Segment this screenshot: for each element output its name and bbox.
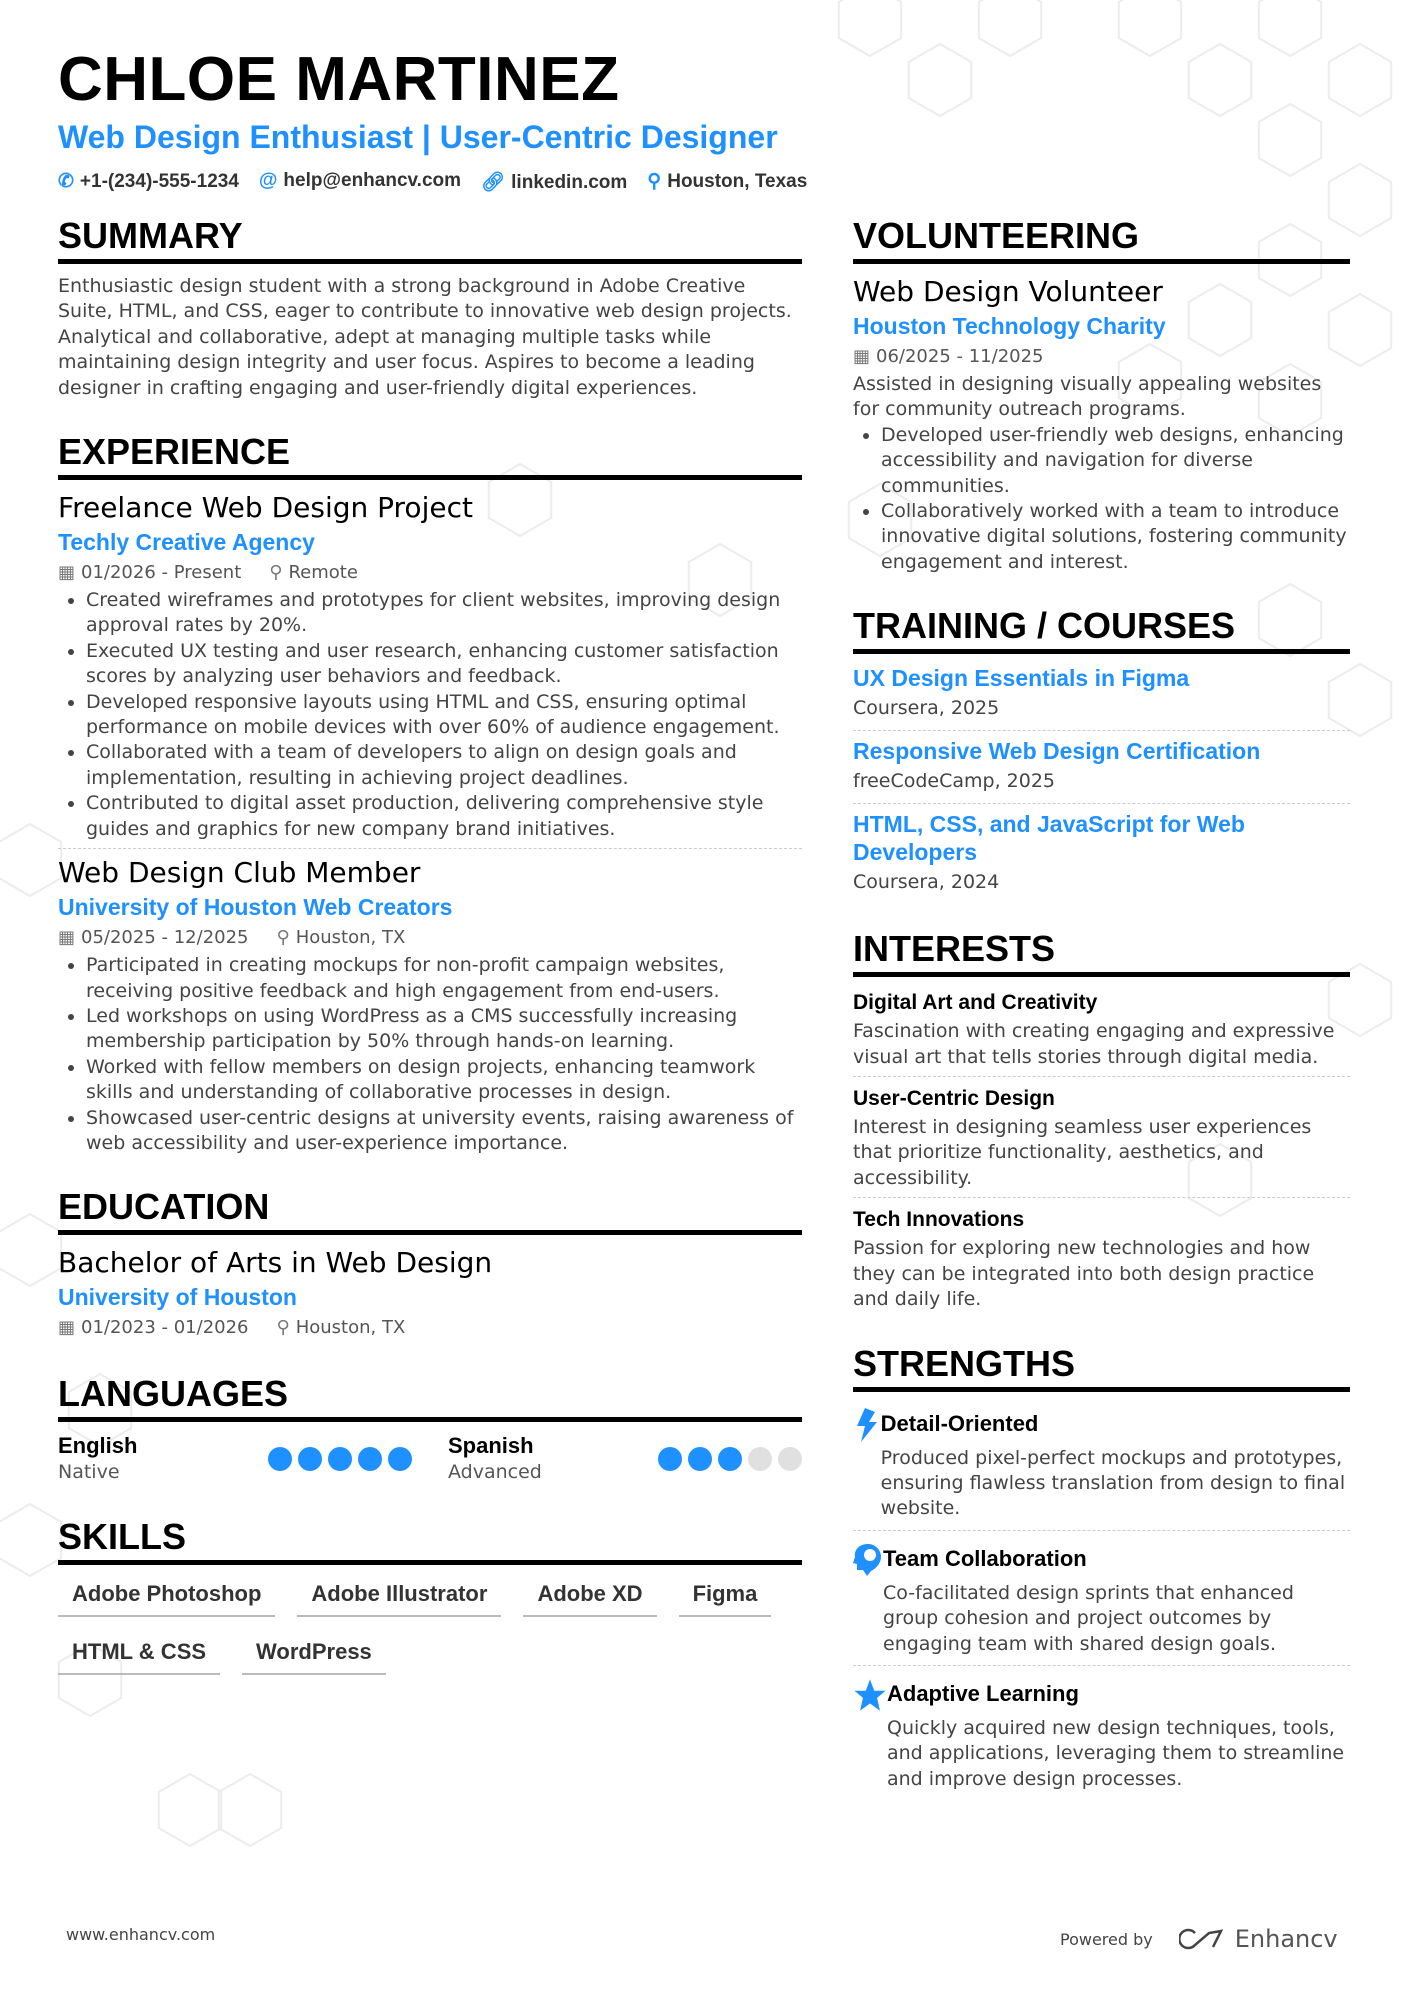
contact-location: [647, 170, 807, 194]
interest-item: [853, 1083, 1350, 1198]
location-text: Houston, TX: [295, 927, 406, 949]
hexagon-shape: [219, 1774, 281, 1846]
hexagon-shape: [979, 0, 1041, 56]
language-rating: [268, 1432, 412, 1486]
strength-title: Adaptive Learning: [887, 1680, 1079, 1706]
interest-text: Interest in designing seamless user experiences that prioritize functionality, aesthetics, and accessibility.: [853, 1116, 1312, 1189]
calendar-icon: ▦: [58, 562, 76, 584]
language-item: [448, 1432, 802, 1486]
job-title: Web Design Club Member: [58, 856, 421, 890]
location-pin-icon: ⚲: [276, 1317, 290, 1339]
section-heading: INTERESTS: [853, 928, 1350, 977]
course-title: HTML, CSS, and JavaScript for Web Developers: [853, 811, 1245, 866]
location-pin-icon: ⚲: [269, 562, 283, 584]
language-level: Native: [58, 1461, 120, 1484]
strength-text: Produced pixel-perfect mockups and prototypes, ensuring flawless translation from design to final website.: [880, 1446, 1346, 1520]
bullet-item: • Developed user-friendly web designs, enhancing accessibility and navigation for diverse communities.: [881, 423, 1350, 499]
edu-location: [277, 1313, 406, 1343]
skill-tag: WordPress: [242, 1633, 386, 1675]
edu-dates: [58, 1313, 249, 1343]
rating-dot: [658, 1447, 682, 1471]
interest-item: [853, 1204, 1350, 1312]
interest-text: Passion for exploring new technologies and how they can be integrated into both design practice and daily life.: [853, 1237, 1315, 1311]
bullet-list: [853, 423, 1350, 575]
rating-dot: [298, 1447, 322, 1471]
skill-tag: HTML & CSS: [58, 1633, 220, 1675]
rating-dot: [748, 1447, 772, 1471]
calendar-icon: ▦: [853, 346, 871, 367]
footer-powered: [1060, 1925, 1338, 1953]
job-entry: [58, 490, 802, 849]
contact-phone: [58, 170, 239, 194]
section-heading: EDUCATION: [58, 1186, 802, 1235]
language-level: Advanced: [448, 1461, 542, 1484]
strength-item: [853, 1672, 1350, 1800]
location-pin-icon: ⚲: [647, 171, 662, 192]
enhancv-logo-icon: [1179, 1927, 1225, 1951]
head-icon: [853, 1543, 883, 1657]
strength-title: Team Collaboration: [883, 1545, 1087, 1571]
education-section: [58, 1186, 802, 1343]
strength-item: [853, 1402, 1350, 1531]
interest-item: [853, 987, 1350, 1077]
volunteering-section: [853, 215, 1350, 575]
skill-tag: Figma: [679, 1575, 772, 1617]
skill-tag: Adobe XD: [523, 1575, 656, 1617]
strengths-section: [853, 1343, 1350, 1801]
skills-section: [58, 1516, 802, 1675]
language-text: [58, 1432, 137, 1486]
phone-text: +1-(234)-555-1234: [79, 171, 239, 192]
bullet-item: • Worked with fellow members on design projects, enhancing teamwork skills and understanding of collaborative processes in design.: [86, 1055, 802, 1106]
hexagon-shape: [0, 1504, 61, 1576]
bullet-item: • Collaboratively worked with a team to introduce innovative digital solutions, fostering community engagement and interest.: [881, 499, 1350, 575]
rating-dot: [358, 1447, 382, 1471]
strength-title: Detail-Oriented: [880, 1410, 1039, 1436]
strength-body: [881, 1408, 1350, 1522]
language-rating: [658, 1432, 802, 1486]
bullet-item: • Participated in creating mockups for non-profit campaign websites, receiving positive feedback and high engagement from end-users.: [86, 953, 802, 1004]
rating-dot: [268, 1447, 292, 1471]
rating-dot: [328, 1447, 352, 1471]
contact-email[interactable]: [259, 170, 461, 194]
job-dates: [58, 923, 249, 953]
dates-text: 06/2025 - 11/2025: [876, 346, 1044, 367]
section-heading: VOLUNTEERING: [853, 215, 1350, 264]
hexagon-shape: [1189, 44, 1251, 116]
interest-title: User-Centric Design: [853, 1087, 1055, 1111]
school: University of Houston: [58, 1284, 297, 1311]
language-text: [448, 1432, 542, 1486]
hexagon-shape: [159, 1774, 221, 1846]
language-item: [58, 1432, 412, 1486]
bolt-icon: [853, 1408, 881, 1522]
course-title: UX Design Essentials in Figma: [853, 665, 1190, 692]
bullet-item: • Collaborated with a team of developers to align on design goals and implementation, resulting in achieving project deadlines.: [86, 740, 802, 791]
at-icon: @: [258, 170, 278, 191]
star-icon: [853, 1678, 887, 1792]
job-location: [277, 923, 406, 953]
interest-text: Fascination with creating engaging and expressive visual art that tells stories through digital media.: [853, 1020, 1335, 1068]
volunteer-description: Assisted in designing visually appealing websites for community outreach programs.: [853, 373, 1322, 421]
calendar-icon: ▦: [58, 927, 76, 949]
calendar-icon: ▦: [58, 1317, 76, 1339]
experience-section: [58, 431, 802, 1156]
rating-dot: [688, 1447, 712, 1471]
strength-body: [887, 1678, 1350, 1792]
strength-text: Quickly acquired new design techniques, tools, and applications, leveraging them to streamline and improve design processes.: [887, 1716, 1345, 1790]
dates-text: 01/2023 - 01/2026: [81, 1317, 249, 1339]
course-source: freeCodeCamp, 2025: [853, 770, 1056, 793]
bullet-item: • Executed UX testing and user research, enhancing customer satisfaction scores by analyzing user behaviors and feedback.: [86, 639, 802, 690]
section-heading: TRAINING / COURSES: [853, 605, 1350, 654]
languages-section: [58, 1373, 802, 1486]
interests-section: [853, 928, 1350, 1312]
course-item: [853, 664, 1350, 731]
hexagon-shape: [909, 44, 971, 116]
section-heading: SKILLS: [58, 1516, 802, 1565]
powered-by-text: Powered by: [1060, 1929, 1153, 1949]
course-title: Responsive Web Design Certification: [853, 738, 1261, 765]
hexagon-shape: [0, 1214, 61, 1286]
bullet-list: [58, 953, 802, 1156]
location-pin-icon: ⚲: [276, 927, 290, 949]
resume-header: [58, 44, 807, 194]
job-meta: [58, 923, 802, 953]
language-name: Spanish: [448, 1433, 534, 1459]
bullet-item: • Created wireframes and prototypes for client websites, improving design approval rates by 20%.: [86, 588, 802, 639]
strength-text: Co-facilitated design sprints that enhanced group cohesion and project outcomes by engaging team with shared design goals.: [883, 1581, 1294, 1655]
footer-site[interactable]: www.enhancv.com: [66, 1925, 216, 1944]
course-source: Coursera, 2025: [853, 697, 1000, 720]
hexagon-shape: [0, 824, 61, 896]
bullet-list: [58, 588, 802, 842]
interest-title: Digital Art and Creativity: [853, 991, 1098, 1015]
job-entry: [58, 855, 802, 1156]
section-heading: LANGUAGES: [58, 1373, 802, 1422]
rating-dot: [388, 1447, 412, 1471]
hexagon-shape: [1119, 0, 1181, 56]
phone-icon: ✆: [58, 171, 74, 192]
contact-link[interactable]: [481, 170, 627, 194]
location-text: Houston, Texas: [667, 171, 808, 192]
volunteer-dates: [853, 342, 1044, 372]
bullet-item: • Developed responsive layouts using HTML and CSS, ensuring optimal performance on mobile devices with over 60% of audience engagement.: [86, 690, 802, 741]
hexagon-shape: [1259, 0, 1321, 56]
interest-title: Tech Innovations: [853, 1208, 1025, 1232]
volunteer-org: Houston Technology Charity: [853, 313, 1166, 339]
link-text: linkedin.com: [511, 172, 628, 193]
language-name: English: [58, 1433, 138, 1459]
course-source: Coursera, 2024: [853, 871, 1000, 894]
rating-dot: [778, 1447, 802, 1471]
company-name: University of Houston Web Creators: [58, 894, 453, 921]
volunteer-title: Web Design Volunteer: [853, 275, 1163, 308]
section-heading: STRENGTHS: [853, 1343, 1350, 1392]
skill-tag: Adobe Illustrator: [297, 1575, 501, 1617]
course-item: [853, 737, 1350, 804]
hexagon-shape: [1259, 104, 1321, 176]
dates-text: 05/2025 - 12/2025: [81, 927, 249, 949]
candidate-title: Web Design Enthusiast | User-Centric Designer: [58, 119, 778, 155]
skill-tag: Adobe Photoshop: [58, 1575, 275, 1617]
link-icon: 🔗︎: [481, 172, 506, 193]
rating-dot: [718, 1447, 742, 1471]
job-location: [269, 558, 358, 588]
degree: Bachelor of Arts in Web Design: [58, 1246, 493, 1280]
strength-item: [853, 1537, 1350, 1666]
hexagon-shape: [839, 0, 901, 56]
location-text: Remote: [288, 562, 358, 584]
job-dates: [58, 558, 241, 588]
summary-section: [58, 215, 802, 401]
hexagon-shape: [1329, 44, 1391, 116]
course-item: [853, 810, 1350, 898]
section-heading: EXPERIENCE: [58, 431, 802, 480]
candidate-name: CHLOE MARTINEZ: [58, 45, 620, 114]
company-name: Techly Creative Agency: [58, 529, 315, 556]
summary-text: Enthusiastic design student with a strong background in Adobe Creative Suite, HTML, and CSS, eager to contribute to innovative web design projects. Analytical and collaborative, adept at managing multiple tasks while maintaining design integrity and user focus. Aspires to become a leading designer in crafting engaging and user-friendly digital experiences.: [58, 275, 792, 399]
enhancv-logo: [1179, 1925, 1338, 1953]
training-section: [853, 605, 1350, 898]
bullet-item: • Led workshops on using WordPress as a CMS successfully increasing membership participation by 50% through hands-on learning.: [86, 1004, 802, 1055]
bullet-item: • Showcased user-centric designs at university events, raising awareness of web accessibility and user-experience importance.: [86, 1106, 802, 1157]
bullet-item: • Contributed to digital asset production, delivering comprehensive style guides and graphics for new company brand initiatives.: [86, 791, 802, 842]
location-text: Houston, TX: [295, 1317, 406, 1339]
job-meta: [58, 558, 802, 588]
right-column: [853, 215, 1350, 1830]
strength-body: [883, 1543, 1350, 1657]
job-title: Freelance Web Design Project: [58, 491, 473, 525]
dates-text: 01/2026 - Present: [81, 562, 242, 584]
email-text: help@enhancv.com: [283, 170, 462, 191]
section-heading: SUMMARY: [58, 215, 802, 264]
left-column: [58, 215, 802, 1705]
brand-text: Enhancv: [1234, 1925, 1338, 1953]
